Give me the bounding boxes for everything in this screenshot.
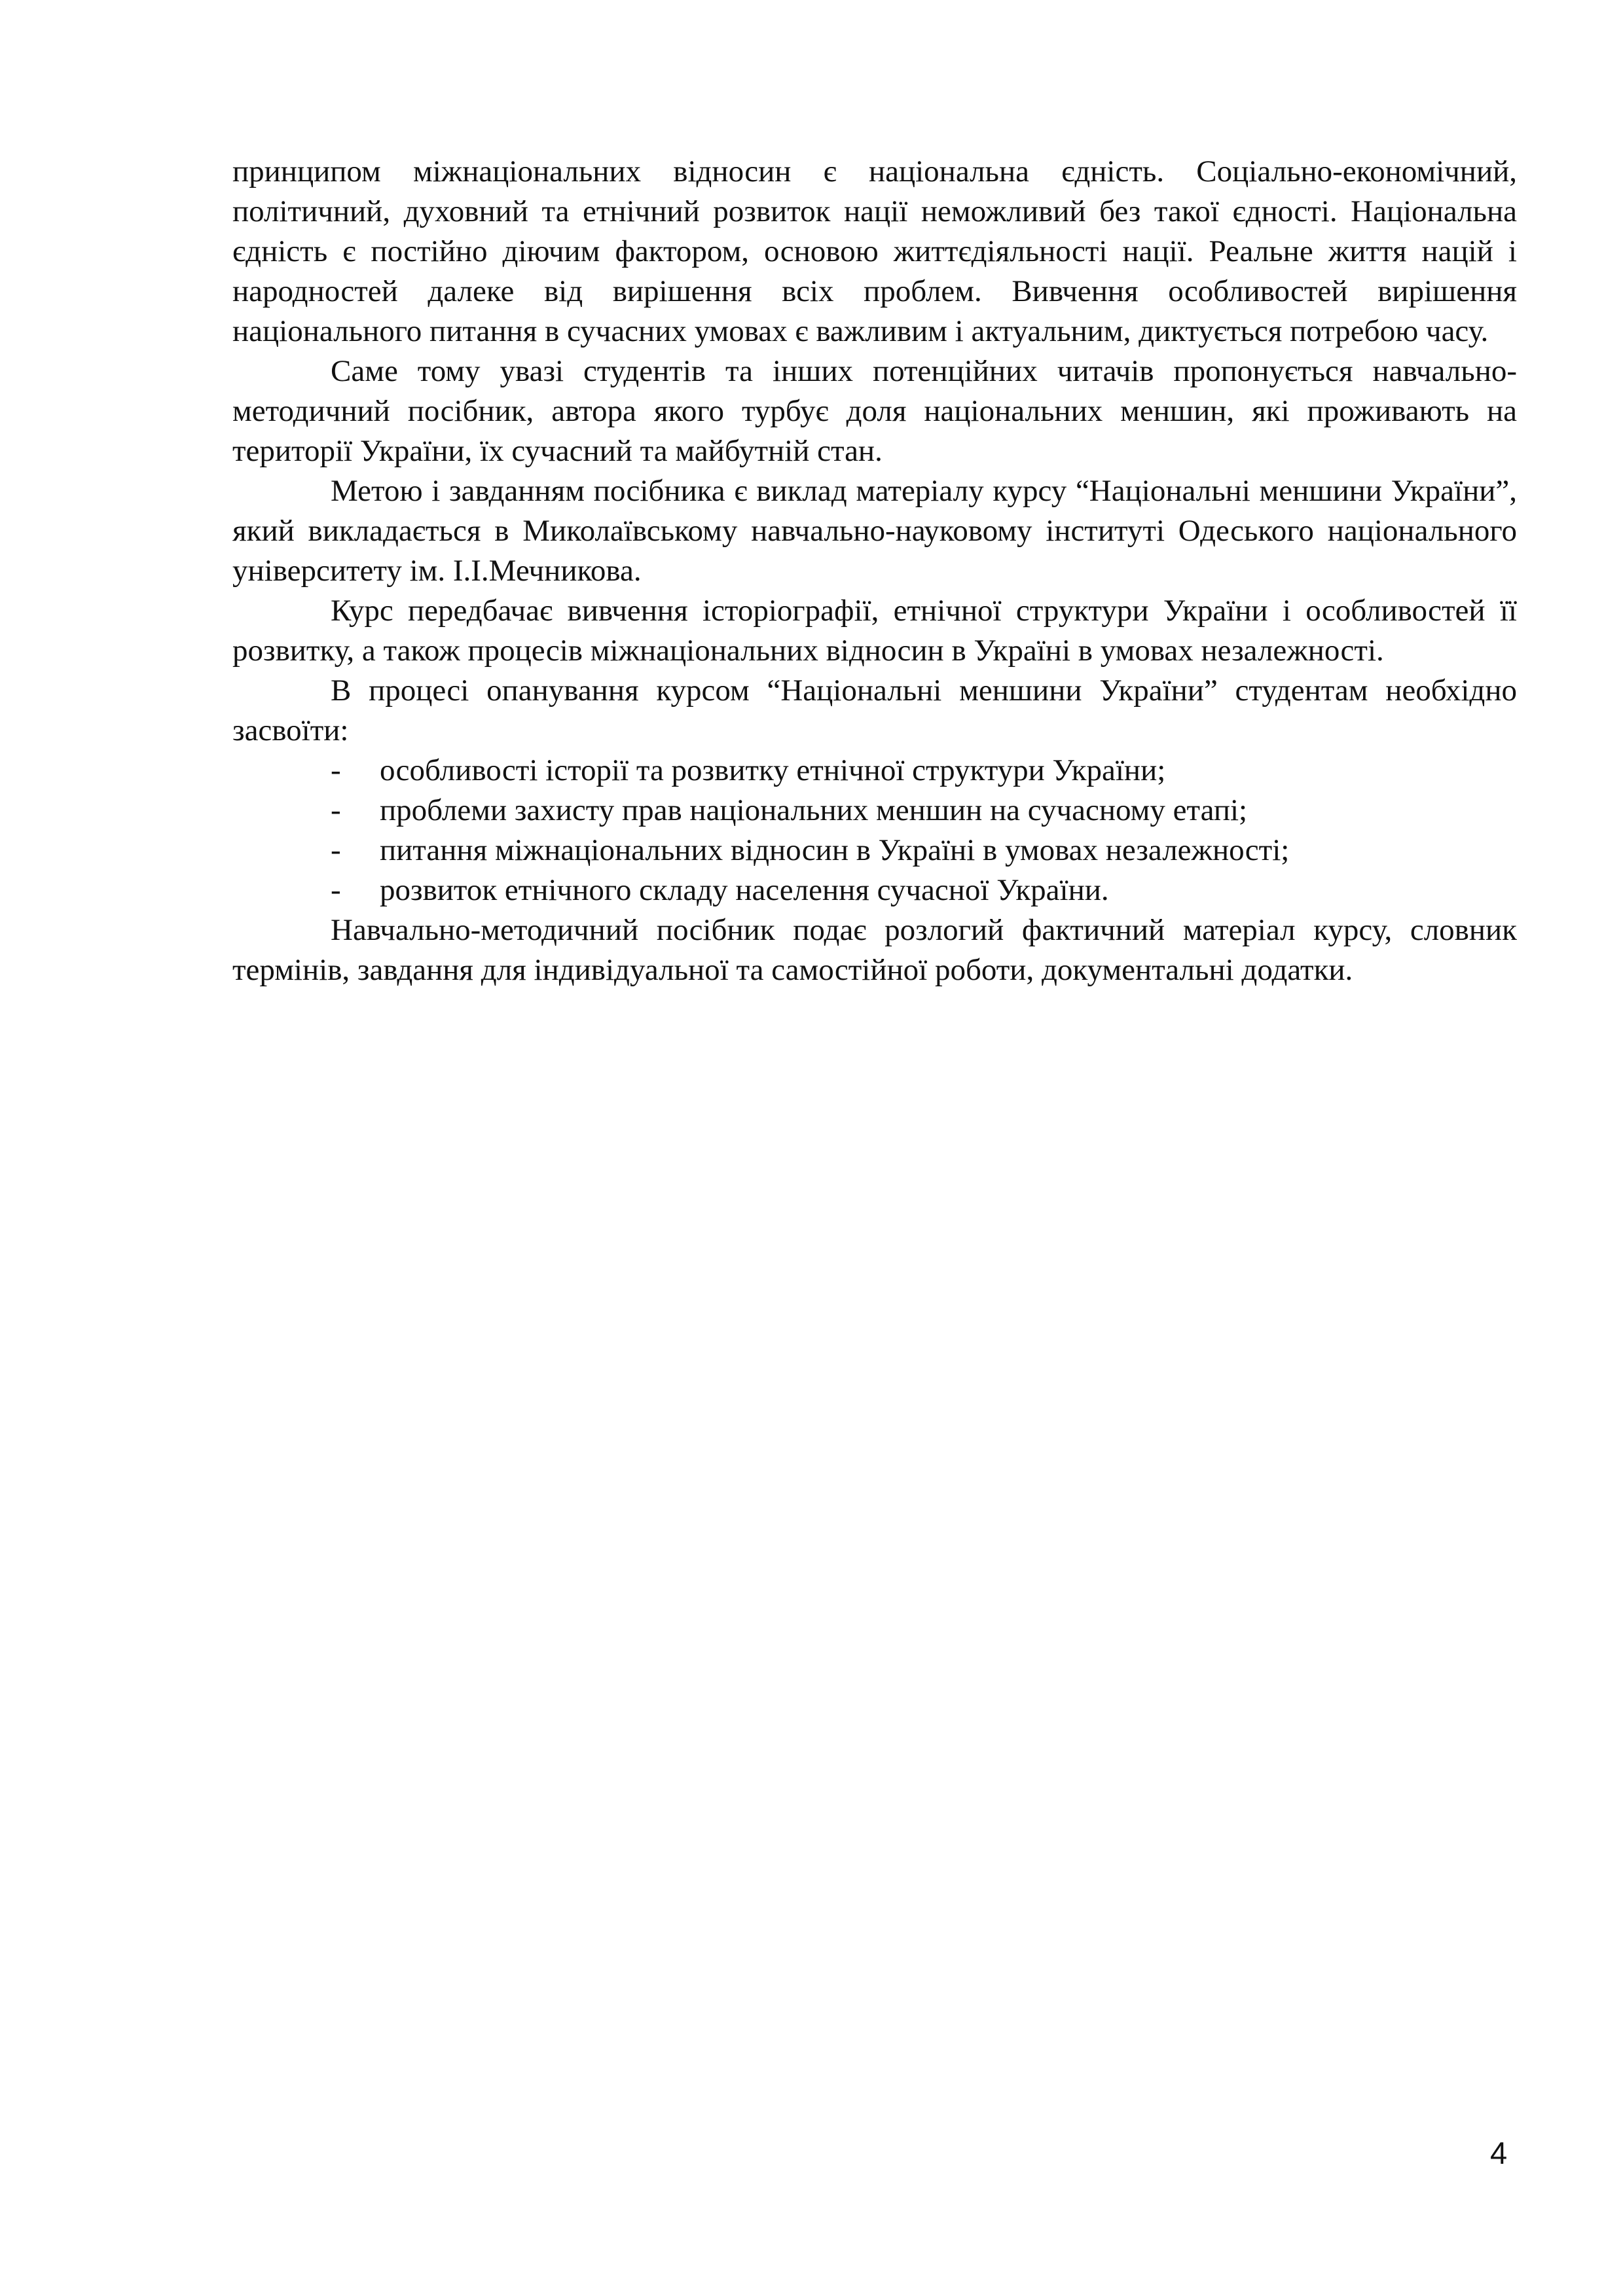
- paragraph-4: Курс передбачає вивчення історіографії, етнічної структури України і особливостей її розвитку, а також процесів міжнаціональних відносин в Україні в умовах незалежності.: [232, 594, 1517, 668]
- list-item-text: розвиток етнічного складу населення сучасної України.: [380, 873, 1109, 907]
- paragraph-2: Саме тому увазі студентів та інших потенційних читачів пропонується навчально-методичний посібник, автора якого турбує доля національних меншин, які проживають на території України, їх сучасний та майбутній стан.: [232, 354, 1517, 468]
- list-dash: -: [331, 873, 341, 907]
- paragraph-1: принципом міжнаціональних відносин є національна єдність. Соціально-економічний, політичний, духовний та етнічний розвиток нації неможливий без такої єдності. Національна єдність є постійно діючим фактором, основою життєдіяльності нації. Реальне життя націй і народностей далеке від вирішення всіх проблем. Вивчення особливостей вирішення національного питання в сучасних умовах є важливим і актуальним, диктується потребою часу.: [232, 154, 1517, 348]
- document-body: [232, 152, 1517, 990]
- list-item: [232, 751, 1517, 791]
- list-dash: -: [331, 793, 341, 827]
- list-item-text: особливості історії та розвитку етнічної структури України;: [380, 753, 1166, 787]
- list-item: [232, 870, 1517, 910]
- list-item-text: питання міжнаціональних відносин в Україні в умовах незалежності;: [380, 833, 1290, 867]
- list-dash: -: [331, 833, 341, 867]
- paragraph-3: Метою і завданням посібника є виклад матеріалу курсу “Національні меншини України”, який викладається в Миколаївському навчально-науковому інституті Одеського національного університету ім. І.І.Мечникова.: [232, 474, 1517, 588]
- requirements-list: [232, 751, 1517, 910]
- closing-paragraph: Навчально-методичний посібник подає розлогий фактичний матеріал курсу, словник термінів, завдання для індивідуальної та самостійної роботи, документальні додатки.: [232, 913, 1517, 987]
- page-number: 4: [1490, 2136, 1508, 2170]
- list-item: [232, 791, 1517, 831]
- list-dash: -: [331, 753, 341, 787]
- list-item-text: проблеми захисту прав національних меншин на сучасному етапі;: [380, 793, 1248, 827]
- list-item: [232, 831, 1517, 870]
- paragraph-5: В процесі опанування курсом “Національні меншини України” студентам необхідно засвоїти:: [232, 673, 1517, 747]
